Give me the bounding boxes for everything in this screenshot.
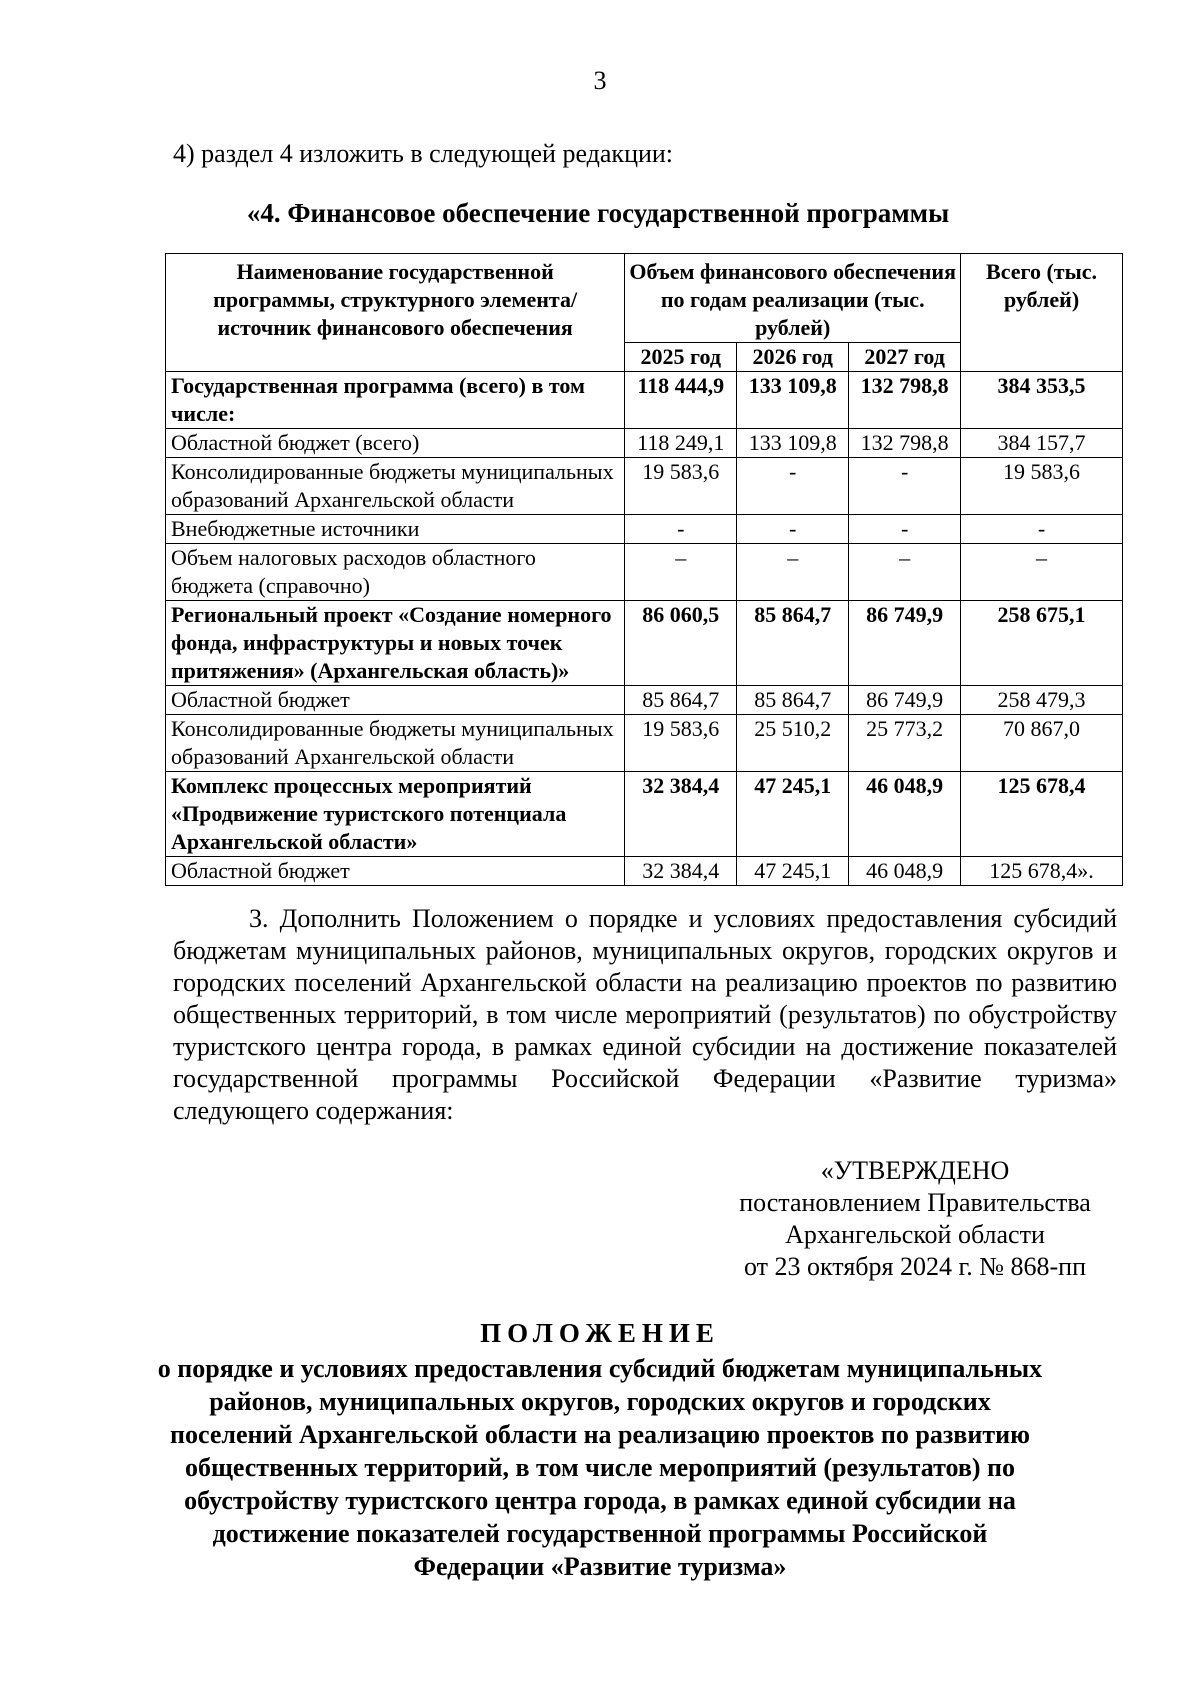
section-title-text: «4. Финансовое обеспечение государственной программы: [246, 198, 950, 228]
row-total: –: [961, 544, 1123, 601]
row-value-2026: 133 109,8: [737, 429, 849, 458]
document-title: ПОЛОЖЕНИЕ: [480, 1318, 720, 1348]
row-value-2026: 85 864,7: [737, 686, 849, 715]
row-total: 384 157,7: [961, 429, 1123, 458]
table-row: [166, 458, 1123, 515]
table-row: [166, 686, 1123, 715]
row-name: Областной бюджет: [166, 686, 625, 715]
row-name: Областной бюджет (всего): [166, 429, 625, 458]
table-row: [166, 515, 1123, 544]
row-value-2026: -: [737, 515, 849, 544]
row-value-2027: 132 798,8: [849, 429, 961, 458]
row-name: Государственная программа (всего) в том числе:: [166, 372, 625, 429]
table-row: [166, 372, 1123, 429]
row-total: 258 675,1: [961, 601, 1123, 686]
row-name: Комплекс процессных мероприятий «Продвижение туристского потенциала Архангельской области»: [166, 772, 625, 857]
row-value-2027: 46 048,9: [849, 772, 961, 857]
row-name: Внебюджетные источники: [166, 515, 625, 544]
row-value-2025: -: [625, 515, 737, 544]
page-number: 3: [593, 66, 607, 95]
header-volume: Объем финансового обеспечения по годам реализации (тыс. рублей): [625, 254, 961, 343]
row-total: -: [961, 515, 1123, 544]
paragraph-3: [173, 903, 1117, 1127]
approval-stamp: [705, 1155, 1125, 1283]
section-title: [0, 198, 1200, 229]
table-row: [166, 715, 1123, 772]
row-value-2026: 133 109,8: [737, 372, 849, 429]
header-year: 2027 год: [849, 343, 961, 372]
row-total: 384 353,5: [961, 372, 1123, 429]
row-value-2026: –: [737, 544, 849, 601]
approval-line: «УТВЕРЖДЕНО: [820, 1156, 1010, 1185]
row-total: 125 678,4».: [961, 857, 1123, 886]
header-name: Наименование государственной программы, структурного элемента/ источник финансового обеспечения: [166, 254, 625, 372]
row-value-2025: 19 583,6: [625, 458, 737, 515]
row-value-2027: -: [849, 458, 961, 515]
row-total: 125 678,4: [961, 772, 1123, 857]
row-value-2026: 85 864,7: [737, 601, 849, 686]
row-value-2027: 132 798,8: [849, 372, 961, 429]
row-value-2027: 46 048,9: [849, 857, 961, 886]
paragraph-text: 3. Дополнить Положением о порядке и условиях предоставления субсидий бюджетам муниципальных районов, муниципальных округов, городских округов и городских поселений Архангельской области на реализацию проектов по развитию общественных территорий, в том числе мероприятий (результатов) по обустройству туристского центра города, в рамках единой субсидии на достижение показателей государственной программы Российской Федерации «Развитие туризма» следующего содержания:: [173, 904, 1117, 1125]
table-row: [166, 772, 1123, 857]
row-value-2027: 86 749,9: [849, 601, 961, 686]
table-row: [166, 544, 1123, 601]
header-year: 2026 год: [737, 343, 849, 372]
header-year: 2025 год: [625, 343, 737, 372]
table-row: [166, 601, 1123, 686]
row-value-2027: –: [849, 544, 961, 601]
row-value-2026: -: [737, 458, 849, 515]
row-name: Областной бюджет: [166, 857, 625, 886]
row-total: 19 583,6: [961, 458, 1123, 515]
row-name: Консолидированные бюджеты муниципальных образований Архангельской области: [166, 458, 625, 515]
row-value-2025: 19 583,6: [625, 715, 737, 772]
row-value-2025: –: [625, 544, 737, 601]
row-value-2026: 47 245,1: [737, 772, 849, 857]
header-total: Всего (тыс. рублей): [961, 254, 1123, 372]
row-total: 258 479,3: [961, 686, 1123, 715]
intro-text: 4) раздел 4 изложить в следующей редакции:: [173, 139, 674, 168]
row-name: Консолидированные бюджеты муниципальных образований Архангельской области: [166, 715, 625, 772]
row-value-2025: 85 864,7: [625, 686, 737, 715]
table-row: [166, 429, 1123, 458]
table-row: [166, 857, 1123, 886]
approval-line: от 23 октября 2024 г. № 868-пп: [744, 1252, 1086, 1281]
financing-table: [165, 253, 1123, 886]
row-name: Региональный проект «Создание номерного фонда, инфраструктуры и новых точек притяжения» (Архангельская область)»: [166, 601, 625, 686]
row-value-2025: 32 384,4: [625, 772, 737, 857]
row-value-2027: -: [849, 515, 961, 544]
row-value-2026: 47 245,1: [737, 857, 849, 886]
document-subtitle: о порядке и условиях предоставления субсидий бюджетам муниципальных районов, муниципальных округов, городских округов и городских поселений Архангельской области на реализацию проектов по развитию общественных территорий, в том числе мероприятий (результатов) по обустройству туристского центра города, в рамках единой субсидии на достижение показателей государственной программы Российской Федерации «Развитие туризма»: [157, 1354, 1043, 1581]
row-total: 70 867,0: [961, 715, 1123, 772]
row-name: Объем налоговых расходов областного бюджета (справочно): [166, 544, 625, 601]
approval-line: Архангельской области: [785, 1220, 1045, 1249]
row-value-2027: 86 749,9: [849, 686, 961, 715]
row-value-2025: 32 384,4: [625, 857, 737, 886]
row-value-2025: 86 060,5: [625, 601, 737, 686]
row-value-2026: 25 510,2: [737, 715, 849, 772]
row-value-2027: 25 773,2: [849, 715, 961, 772]
row-value-2025: 118 444,9: [625, 372, 737, 429]
approval-line: постановлением Правительства: [739, 1188, 1091, 1217]
row-value-2025: 118 249,1: [625, 429, 737, 458]
